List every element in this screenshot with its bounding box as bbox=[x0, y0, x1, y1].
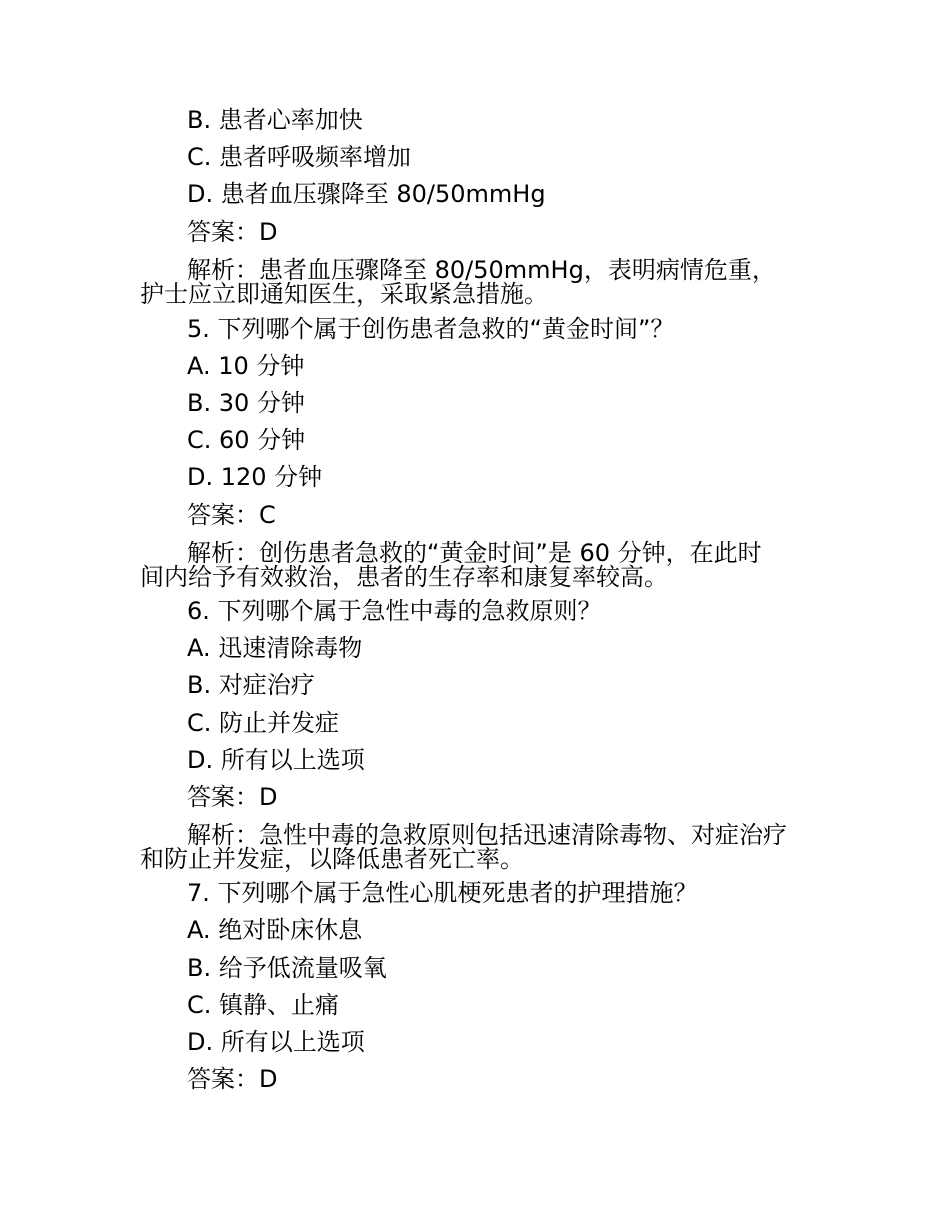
q4-answer: 答案：D bbox=[187, 218, 278, 246]
q4-option-c: C. 患者呼吸频率增加 bbox=[187, 143, 412, 171]
q6-answer: 答案：D bbox=[187, 783, 278, 811]
q4-analysis-line1: 解析：患者血压骤降至 80/50mmHg，表明病情危重， bbox=[187, 256, 776, 284]
q6-option-b: B. 对症治疗 bbox=[187, 671, 315, 699]
q5-answer: 答案：C bbox=[187, 501, 276, 529]
q7-option-c: C. 镇静、止痛 bbox=[187, 991, 340, 1019]
q6-question: 6. 下列哪个属于急性中毒的急救原则？ bbox=[187, 597, 602, 625]
q5-option-b: B. 30 分钟 bbox=[187, 389, 305, 417]
q6-analysis-line2: 和防止并发症，以降低患者死亡率。 bbox=[140, 845, 524, 873]
q5-analysis-line1: 解析：创伤患者急救的“黄金时间”是 60 分钟，在此时 bbox=[187, 539, 762, 567]
q7-option-a: A. 绝对卧床休息 bbox=[187, 916, 363, 944]
q4-option-d: D. 患者血压骤降至 80/50mmHg bbox=[187, 180, 546, 208]
q4-analysis-line2: 护士应立即通知医生，采取紧急措施。 bbox=[140, 280, 548, 308]
q6-option-c: C. 防止并发症 bbox=[187, 709, 340, 737]
q6-option-d: D. 所有以上选项 bbox=[187, 746, 365, 774]
q6-analysis-line1: 解析：急性中毒的急救原则包括迅速清除毒物、对症治疗 bbox=[187, 821, 787, 849]
q7-option-b: B. 给予低流量吸氧 bbox=[187, 954, 387, 982]
q5-option-a: A. 10 分钟 bbox=[187, 352, 305, 380]
q5-option-d: D. 120 分钟 bbox=[187, 463, 323, 491]
q5-analysis-line2: 间内给予有效救治，患者的生存率和康复率较高。 bbox=[140, 563, 668, 591]
q4-option-b: B. 患者心率加快 bbox=[187, 106, 363, 134]
q7-question: 7. 下列哪个属于急性心肌梗死患者的护理措施？ bbox=[187, 879, 698, 907]
q7-option-d: D. 所有以上选项 bbox=[187, 1028, 365, 1056]
q5-option-c: C. 60 分钟 bbox=[187, 426, 306, 454]
q7-answer: 答案：D bbox=[187, 1065, 278, 1093]
q5-question: 5. 下列哪个属于创伤患者急救的“黄金时间”？ bbox=[187, 315, 675, 343]
q6-option-a: A. 迅速清除毒物 bbox=[187, 634, 363, 662]
